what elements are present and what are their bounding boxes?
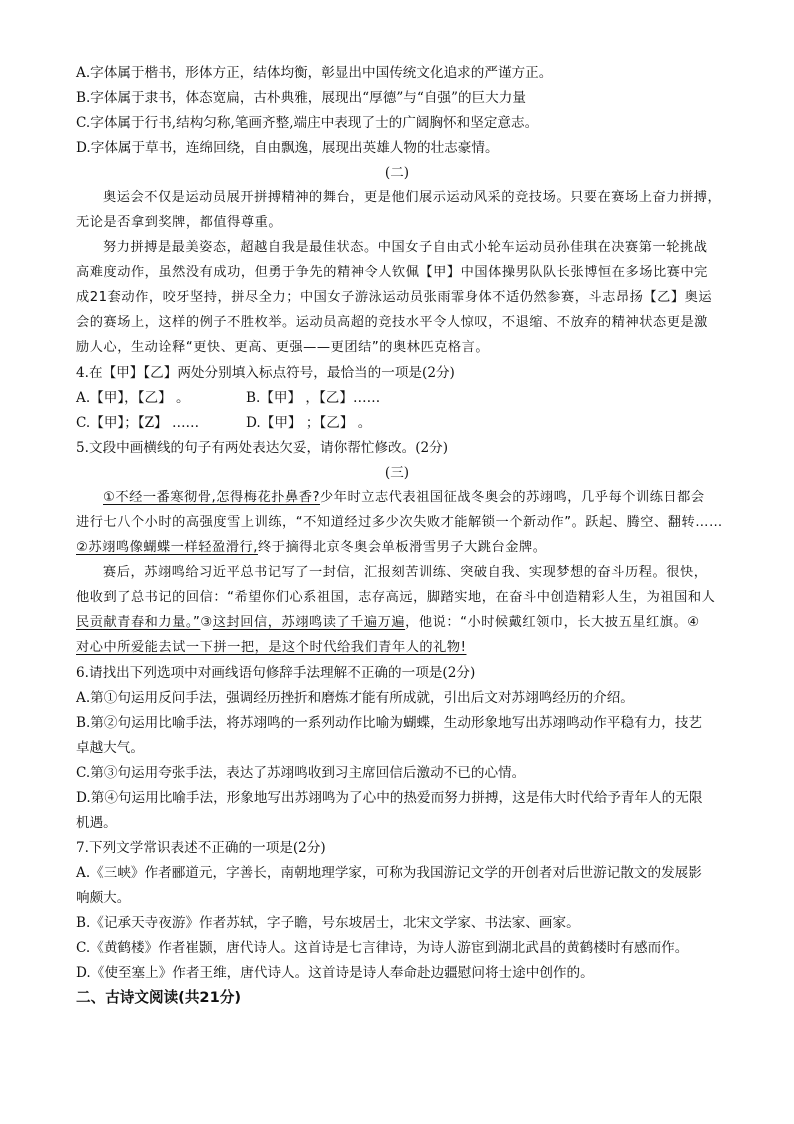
underlined-sentence-3: 这封回信，苏翊鸣读了千遍万遍 <box>212 615 406 630</box>
underlined-sentence-4: 对心中所爱能去试一下拼一把，是这个时代给我们青年人的礼物! <box>76 640 467 655</box>
q7-option-c: C.《黄鹤楼》作者崔颢，唐代诗人。这首诗是七言律诗，为诗人游宦到湖北武昌的黄鹤楼时有感而作。 <box>76 940 689 956</box>
underlined-sentence-1: ①不经一番寒彻骨,怎得梅花扑鼻香? <box>103 490 320 505</box>
part2-para1-line: 无论是否拿到奖牌，都值得尊重。 <box>76 215 283 230</box>
part3-line <box>103 488 705 508</box>
part2-para1-line: 奥运会不仅是运动员展开拼搏精神的舞台，更是他们展示运动风采的竞技场。只要在赛场上奋力拼搏， <box>103 190 722 205</box>
part3-heading: (三) <box>384 465 410 481</box>
part3-line <box>76 538 546 558</box>
part3-text: ，他说：“小时候戴红领巾，长大披五星红旗。④ <box>405 615 700 630</box>
q4-stem: 4.在【甲】【乙】两处分别填入标点符号，最恰当的一项是(2分) <box>76 365 455 381</box>
q5-stem: 5.文段中画横线的句子有两处表达欠妥，请你帮忙修改。(2分) <box>76 440 449 456</box>
q4-option-a: A.【甲】，【乙】 。 <box>76 390 190 406</box>
underlined-sentence-2: ②苏翊鸣像蝴蝶一样轻盈滑行, <box>76 540 258 555</box>
part3-text: 少年时立志代表祖国征战冬奥会的苏翊鸣，几乎每个训练日都会 <box>320 490 705 505</box>
part2-para2-line: 努力拼搏是最美姿态，超越自我是最佳状态。中国女子自由式小轮车运动员孙佳琪在决赛第一轮挑战 <box>103 240 708 255</box>
q7-option-a: A.《三峡》作者郦道元，字善长，南朝地理学家，可称为我国游记文学的开创者对后世游记散文的发展影 <box>76 865 702 881</box>
part2-para2-line: 成21套动作，咬牙坚持，拼尽全力；中国女子游泳运动员张雨霏身体不适仍然参赛，斗志昂扬【乙】奥运 <box>76 290 713 305</box>
part3-line <box>76 638 466 658</box>
q4-option-b: B.【甲】 ，【乙】…… <box>246 390 381 406</box>
part3-text: 终于摘得北京冬奥会单板滑雪男子大跳台金牌。 <box>257 540 547 555</box>
q7-option-a-cont: 响颇大。 <box>76 890 131 906</box>
q3-option-b: B.字体属于隶书，体态宽扁，古朴典雅，展现出“厚德”与“自强”的巨大力量 <box>76 90 526 106</box>
q4-option-c: C.【甲】；【Z】 …… <box>76 415 200 431</box>
q6-stem: 6.请找出下列选项中对画线语句修辞手法理解不正确的一项是(2分) <box>76 665 476 681</box>
q6-option-b-cont: 卓越大气。 <box>76 740 144 756</box>
part3-line: 赛后，苏翊鸣给习近平总书记写了一封信，汇报刻苦训练、突破自我、实现梦想的奋斗历程。很快， <box>103 565 708 580</box>
part2-para2-line: 会的赛场上，这样的例子不胜枚举。运动员高超的竞技水平令人惊叹，不退缩、不放弃的精神状态更是激 <box>76 315 708 330</box>
part2-para2-line: 高难度动作，虽然没有成功，但勇于争先的精神令人钦佩【甲】中国体操男队队长张博恒在多场比赛中完 <box>76 265 708 280</box>
q7-option-d: D.《使至塞上》作者王维，唐代诗人。这首诗是诗人奉命赴边疆慰问将士途中创作的。 <box>76 965 594 981</box>
marker-3: ③ <box>200 615 213 630</box>
part3-line: 他收到了总书记的回信：“希望你们心系祖国，志存高远，脚踏实地，在奋斗中创造精彩人生，为祖国和人 <box>76 590 716 605</box>
q6-option-d-cont: 机遇。 <box>76 815 117 831</box>
q6-option-c: C.第③句运用夸张手法，表达了苏翊鸣收到习主席回信后激动不已的心情。 <box>76 765 526 781</box>
section-2-title: 二、古诗文阅读(共21分) <box>76 989 241 1006</box>
q6-option-a: A.第①句运用反问手法，强调经历挫折和磨炼才能有所成就，引出后文对苏翊鸣经历的介绍。 <box>76 690 634 706</box>
part2-heading: (二) <box>384 165 410 181</box>
part2-para2-line: 励人心，生动诠释“更快、更高、更强——更团结”的奥林匹克格言。 <box>76 340 490 355</box>
part3-quote-end: 民贡献青春和力量。” <box>76 615 201 630</box>
q7-option-b: B.《记承天寺夜游》作者苏轼，字子瞻，号东坡居士，北宋文学家、书法家、画家。 <box>76 915 580 931</box>
q3-option-d: D.字体属于草书，连绵回绕，自由飘逸，展现出英雄人物的壮志豪情。 <box>76 140 499 156</box>
part3-line: 进行七八个小时的高强度雪上训练，“不知道经过多少次失败才能解锁一个新动作”。跃起、腾空、翻转…… <box>76 515 723 530</box>
q4-options-row <box>76 388 380 408</box>
part3-line <box>76 613 700 633</box>
q4-option-d: D.【甲】 ；【乙】 。 <box>246 415 372 431</box>
q4-options-row <box>76 413 371 433</box>
q6-option-b: B.第②句运用比喻手法，将苏翊鸣的一系列动作比喻为蝴蝶，生动形象地写出苏翊鸣动作平稳有力，技艺 <box>76 715 703 731</box>
q7-stem: 7.下列文学常识表述不正确的一项是(2分) <box>76 840 326 856</box>
q3-option-c: C.字体属于行书,结构匀称,笔画齐整,端庄中表现了士的广阔胸怀和坚定意志。 <box>76 115 539 131</box>
q3-option-a: A.字体属于楷书，形体方正，结体均衡，彰显出中国传统文化追求的严谨方正。 <box>76 65 553 81</box>
q6-option-d: D.第④句运用比喻手法，形象地写出苏翊鸣为了心中的热爱而努力拼搏，这是伟大时代给予青年人的无限 <box>76 790 703 806</box>
